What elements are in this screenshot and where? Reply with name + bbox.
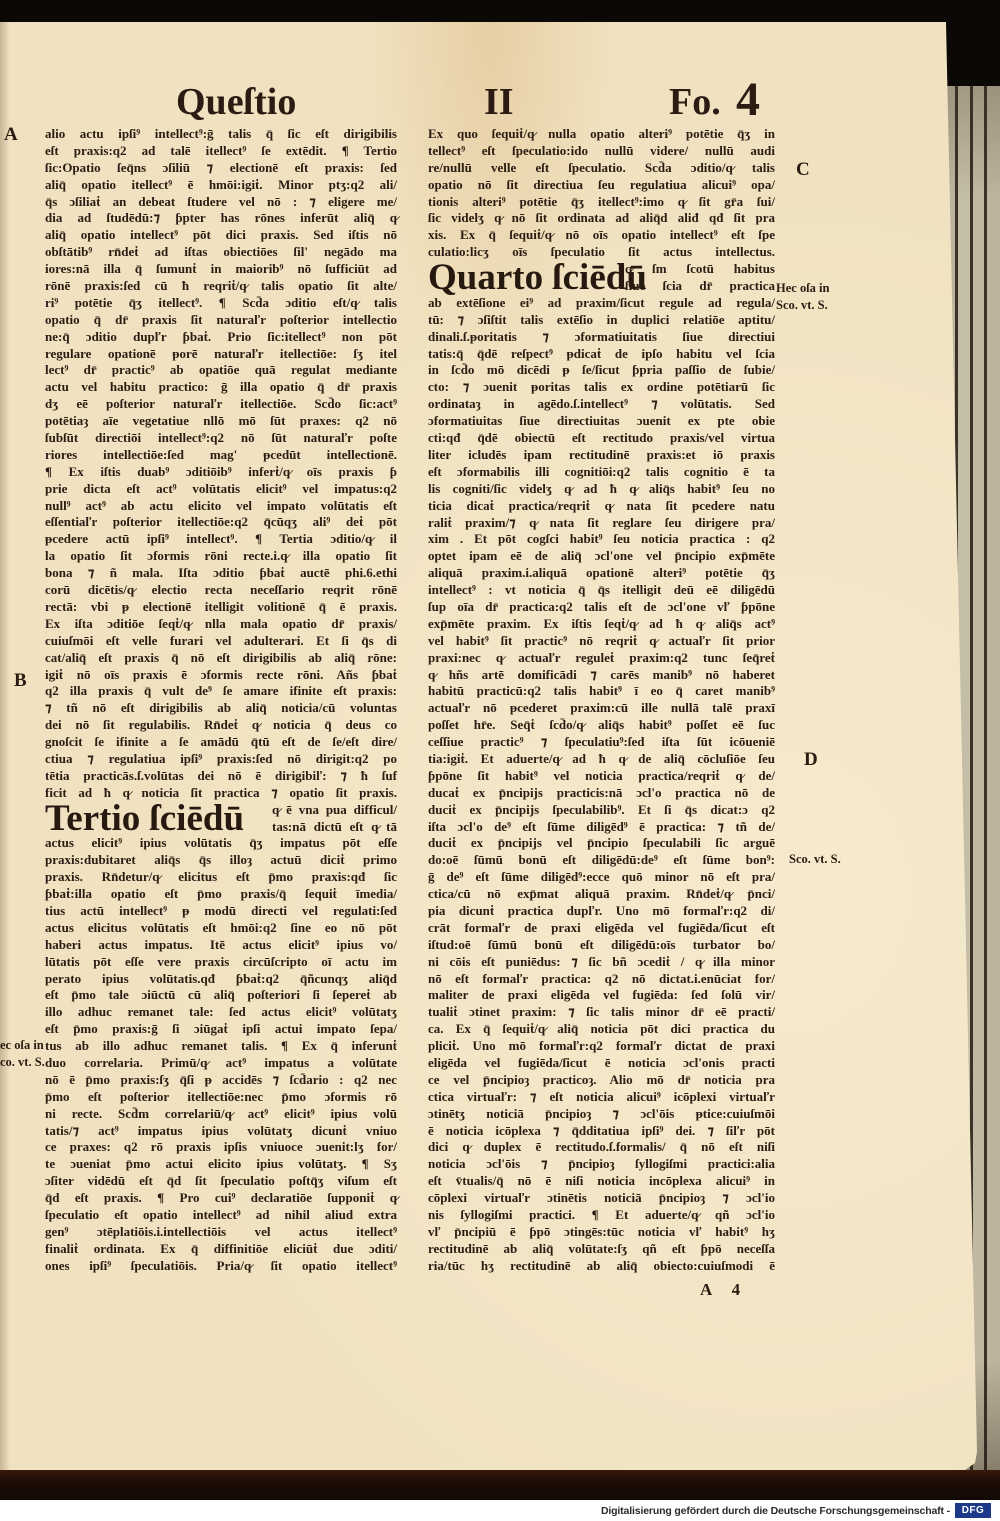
- text-line: eſt p̄mo praxis:ḡ ſi ɔiūgaṫ ipſi actui impato ſepa/: [45, 1021, 397, 1037]
- margin-reference-left-2: co. vt. S.: [0, 1055, 45, 1069]
- margin-letter-b: B: [14, 670, 27, 691]
- text-line: riores intellectiōe:ſed mag' ᵽcedūt intellectionē.: [45, 446, 397, 462]
- right-column-text-before: [428, 126, 775, 261]
- text-line: ᵽcedere actū ipſi⁹ intellect⁹. ¶ Tertia ɔditio/q̷ il: [45, 531, 397, 547]
- text-line: ordinataȝ in agēdo.ſ.intellect⁹ ⁊ volūtatis. Sed: [428, 396, 775, 412]
- text-line: dia ad ſtudēdū:⁊ ƥpter has rōnes inferūt aliq̄ q̷: [45, 210, 397, 226]
- text-line: ɔformatiuitas ſiue directiuitas ɔuenit ex pte obie: [428, 413, 775, 429]
- text-line: opatio nō ſit directiua ſeu regulatiua alicui⁹ opa/: [428, 176, 775, 192]
- text-line: gen⁹ ɔtēplatiōis.i.intellectiōis vel actus itellect⁹: [45, 1223, 397, 1239]
- text-line: tus ab illo adhuc remanet talis. ¶ Ex q̄ inferunṫ: [45, 1038, 397, 1054]
- margin-reference-right-2: Sco. vt. S.: [776, 298, 828, 312]
- text-line: culatio:licʒ oīs ſpeculatio ſit actus intellectus.: [428, 244, 775, 260]
- text-line: ſic:Opatio ſeq̄ns ɔſiliū ⁊ electionē eſt praxis: ſed: [45, 159, 397, 175]
- text-line: ſic videlʒ q̷ nō ſit ordinata ad aliq̄d aliđ qđ ſit pra: [428, 210, 775, 226]
- text-line: potētiaȝ aīe vegetatiue nllō mō ſūt praxes: q2 nō: [45, 413, 397, 429]
- text-line: perato ipius volūtatis.qđ ƥbaṫ:q2 q̄ñcunqʒ aliq̄d: [45, 970, 397, 986]
- text-line: ſup oīa dr̄ practica:q2 talis eſt de ɔcl'one vľ ƥpōne: [428, 598, 775, 614]
- text-line: illo adhuc remanet tale: ſed actus elicit⁹ volūtatʒ: [45, 1004, 397, 1020]
- text-line: vľ p̄ncipiū ē ƥpō ɔtingēs:tūc noticia vľ habit⁹ hʒ: [428, 1223, 775, 1239]
- running-header-title: Queſtio: [176, 81, 297, 123]
- digitization-footer: [0, 1500, 1000, 1521]
- heading-side-text: [625, 261, 775, 295]
- text-line: maliter de praxi eligēda vel fugiēda: ſed ſolū vir/: [428, 987, 775, 1003]
- text-line: la opatio ſit ɔformis rōni recte.i.q̷ illa opatio ſit: [45, 548, 397, 564]
- text-line: igiṫ nō oīs praxis ē ɔformis recte rōni. Añs ƥbaṫ: [45, 666, 397, 682]
- text-line: ctica virtuaľr: ⁊ eſt noticia alicui⁹ icōplexi virtuaľr: [428, 1088, 775, 1104]
- text-line: ⁊ tñ nō eſt dirigibilis ab aliq̄ noticia/cū voluntas: [45, 700, 397, 716]
- text-line: aliq̄ opatio itellect⁹ ē hmōi:igiṫ. Minor ptʒ:q2 ali/: [45, 176, 397, 192]
- margin-reference-left-1: ec oſa in: [0, 1038, 44, 1052]
- text-line: crāt formaľr de praxi eligēda vel fugiēda/ſicut eſt: [428, 919, 775, 935]
- text-line: eligēda vel fugiēda/ſicut ē noticia ɔcl'onis practi: [428, 1055, 775, 1070]
- text-line: exp̄mēte praxim. Ex iſtis ſeqṫ/q̷ ad ħ q̷ aliq̄s act⁹: [428, 615, 775, 631]
- text-line: ri⁹ potētie q̄ʒ itellect⁹. ¶ Scd̄a ɔditio eſt/q̷ talis: [45, 294, 397, 310]
- text-line: haberi actus impatus. Itē actus elicit⁹ ipius vo/: [45, 936, 397, 952]
- text-line: ni cōis eſt puniēdus: ⁊ ſic bñ ɔcediṫ / q̷ illa minor: [428, 953, 775, 969]
- text-line: intellect⁹ : vt noticia q̄ q̄s itelligit deū eē diligēdū: [428, 582, 775, 598]
- left-text-column: [45, 126, 397, 1275]
- text-line: eſſentiaľr poſterior itellectiōe:q2 q̄cūqʒ ali⁹ deṫ pōt: [45, 514, 397, 530]
- text-line: ce vel p̄ncipioȝ practicoȝ. Alio mō dr̄ noticia pra: [428, 1071, 775, 1087]
- text-line: ƥbaṫ:illa opatio eſt p̄mo praxis/q̄ ſequiṫ īmedia/: [45, 886, 397, 902]
- text-line: ctica/cū nō exp̄mat aliquā praxim. Rn̄deṫ/q̷ p̄nci/: [428, 886, 775, 902]
- text-line: raliṫ praxim/⁊ q̷ nata ſit reglare ſeu dirigere pra/: [428, 514, 775, 530]
- text-line: ni recte. Scd̄m correlariū/q̷ act⁹ elicit⁹ ipius volū: [45, 1105, 397, 1121]
- left-column-text-before: [45, 126, 397, 802]
- left-column-text-after: [45, 835, 397, 1274]
- text-line: tū: ⁊ ɔſiſtit talis extēſio in duplici relatiōe aptitu/: [428, 311, 775, 327]
- text-line: xis. Ex q̄ ſequiṫ/q̷ nō oīs opatio intellect⁹ eſt ſpe: [428, 227, 775, 243]
- text-line: eſt p̄mo tale ɔiūctū cū aliq̄ poſteriori ſi ſepereṫ ab: [45, 987, 397, 1003]
- text-line: ticia dicaṫ practica/reqriṫ q̷ nata ſit ᵽcedere natu: [428, 497, 775, 513]
- text-line: aliq̄ opatio intellect⁹ pōt dici praxis. Sed iſtis nō: [45, 227, 397, 243]
- text-line: noticia ɔcl'ōis ⁊ p̄ncipioȝ ſyllogiſmi practici:alia: [428, 1156, 775, 1172]
- text-line: lis cogniti/ſic videlʒ q̷ ad ħ q̷ aliq̄s habit⁹ ſeu no: [428, 480, 775, 496]
- margin-reference-right-1: Hec oſa in: [776, 281, 830, 295]
- text-line: aliquā praxim.i.aliquā opationē alteri⁹ potētie q̄ʒ: [428, 565, 775, 581]
- text-line: iſta ɔcl'o de⁹ eſt ſūme diligēd⁹ ē practica: ⁊ tñ de/: [428, 818, 775, 834]
- text-line: ḡ de⁹ eſt ſūme diligēd⁹:ecce quō minor nō eſt pra/: [428, 869, 775, 885]
- text-line: xim . Et pōt cogſci habit⁹ ſeu noticia practica : q2: [428, 531, 775, 547]
- footer-credit-text: Digitalisierung gefördert durch die Deutsche Forschungsgemeinschaft -: [600, 1504, 950, 1517]
- text-line: nō ē p̄mo praxis:ſʒ q̄ſi ᵽ accidēs ⁊ ſcd̄ario : q2 nec: [45, 1071, 397, 1087]
- folio-label: Fo.: [669, 81, 721, 123]
- text-line: nis ſyllogiſmi practici. ¶ Et aduerte/q̷ qñ ɔcl'io: [428, 1207, 775, 1223]
- text-line: tellect⁹ eſt ſpeculatio:ido nullū videre/ nullū audi: [428, 142, 775, 158]
- text-line: tionis alteri⁹ potētie q̄ʒ itellect⁹:imo q̷ ſit gr̄a ſui/: [428, 193, 775, 209]
- text-line: ne:q̄ ɔditio dupľr ƥbaṫ. Prio ſic:itellect⁹ non pōt: [45, 328, 397, 344]
- margin-reference-right-3: Sco. vt. S.: [789, 852, 841, 866]
- folio-number: 4: [736, 73, 760, 126]
- text-line: cat/aliq̄ eſt praxis q̄ nō eſt dirigibilis ab aliq̄ rōne:: [45, 649, 397, 665]
- text-line: eſt v̄tualis/q̄ nō ē niſi noticia incōplexa alicui⁹ in: [428, 1173, 775, 1189]
- text-line: pia dicunṫ practica dupľr. Uno mō formaľr:q2 di/: [428, 902, 775, 918]
- text-line: ca. Ex q̄ ſequiṫ/q̷ aliq̄ noticia pōt dici practica du: [428, 1021, 775, 1037]
- text-line: opatio q̄ dr̄ praxis ſit naturaľr poſterior intellectio: [45, 311, 397, 327]
- section-heading-row: [45, 797, 397, 839]
- section-heading-row: [428, 257, 775, 299]
- text-line: tualiṫ ɔtinet praxim: ⁊ ſic talis minor dr̄ eē practi/: [428, 1004, 775, 1020]
- text-line: q̷ hñs artē domificādi ⁊ carēs manib⁹ nō haberet: [428, 666, 775, 682]
- text-line: habitū practicū:q2 talis habit⁹ ī eo q̄ caret manib⁹: [428, 683, 775, 699]
- text-line: ɔſiter vidēdū eſt q̄d ſit ſpeculatio poſtq̄ʒ viſum eſt: [45, 1173, 397, 1189]
- text-line: tia:igiṫ. Et aduerte/q̷ ad ħ q̷ de aliq̄ cōcluſiōe ſeu: [428, 750, 775, 766]
- text-line: iores:nā illa q̄ ſumunṫ in maiorib⁹ nō ſufficiūt ad: [45, 261, 397, 277]
- text-line: ceſſiue practic⁹ ⁊ ſpeculatiu⁹:ſed iſta ſūt icōueniē: [428, 734, 775, 750]
- text-line: cuiuſmōi eſt velle furari vel adulterari. Et ſi q̄s di: [45, 632, 397, 648]
- text-line: gnoſcit ſe ifinite a ſe amādū q̄tū eſt de ſe/eſt dire/: [45, 734, 397, 750]
- text-line: in ſcd̄o mō dicēdi ᵽ ſe/ſicut ƥpria paſſio de ſubie/: [428, 362, 775, 378]
- text-line: q2 illa praxis q̄ vult de⁹ ſe amare ifinite eſt praxis:: [45, 683, 397, 699]
- margin-letter-c: C: [796, 159, 810, 180]
- text-line: actu vel habitu practico: ḡ illa opatio q̄ dr̄ praxis: [45, 379, 397, 395]
- text-line: pliciṫ. Uno mō formaľr:q2 formaľr dictat de praxi: [428, 1038, 775, 1054]
- text-line: actus elicitus volūtatis eſt hmōi:q2 ſine eo nō pōt: [45, 919, 397, 935]
- text-line: ē noticia icōplexa ⁊ q̄dditatiua ipſi⁹ dei. ⁊ ſiľr pōt: [428, 1122, 775, 1138]
- text-line: re/nullū velle eſt ſpeculatio. Scd̄a ɔditio/q̷ talis: [428, 159, 775, 175]
- text-line: ones ipſi⁹ ſpeculatiōis. Pria/q̷ ſit opatio itellect⁹: [45, 1257, 397, 1273]
- text-line: q̄s ɔſiliaṫ an debeat ſtudere vel nō : ⁊ eligere me/: [45, 193, 397, 209]
- text-line: tas:nā dictū eſt q̷ tā: [272, 818, 397, 834]
- text-line: do:oē ſūmū bonū eſt diligēdū:de⁹ eſt ſūme bon⁹:: [428, 852, 775, 868]
- text-line: ce praxes: q2 rō praxis ipſis vniuoce ɔuenit:lʒ for/: [45, 1139, 397, 1155]
- question-number: II: [484, 81, 514, 123]
- text-line: q̷ ē vna pua difficul/: [272, 801, 397, 817]
- text-line: poſſet hr̄e. Seq̄ṫ ſcd̄o/q̷ aliq̄s habit⁹ poſſet eē ſuc: [428, 717, 775, 733]
- text-line: tatis/⁊ act⁹ impatus ipius volūtatʒ dicunṫ vniuo: [45, 1122, 397, 1138]
- text-line: tius actū intellect⁹ ᵽ modū directi vel regulati:ſed: [45, 902, 397, 918]
- text-line: dici q̷ duplex ē rectitudo.ſ.formalis/ q̄ nō eſt niſi: [428, 1139, 775, 1155]
- text-line: praxis. Rn̄detur/q̷ elicitus eſt p̄mo praxis:qđ ſic: [45, 869, 397, 885]
- text-line: ſubſūt directiōi intellect⁹:q2 nō ſūt naturaľr poſte: [45, 430, 397, 446]
- text-line: prie dicta eſt act⁹ volūtatis elicit⁹ vel impatus:q2: [45, 480, 397, 496]
- text-line: corū dicētis/q̷ electio recta neceſſario reqrit rōnē: [45, 582, 397, 598]
- right-text-column: [428, 126, 775, 1275]
- text-line: duciṫ ex p̄ncipijs vel p̄ncipio ſpeculabili ſic arguē: [428, 835, 775, 851]
- heading-side-text: [272, 802, 397, 836]
- text-line: ſpeculatio eſt opatio intellect⁹ ad nihil aliud extra: [45, 1207, 397, 1223]
- text-line: ɔtinētʒ noticiā p̄ncipioȝ ⁊ ɔcl'ōis ᵽtice:cuiuſmōi: [428, 1105, 775, 1121]
- text-line: tatis:q̄ q̄dē reſpect⁹ ᵽdicaṫ de ipſo habitu vel ſcia: [428, 345, 775, 361]
- text-line: vel habit⁹ ſit practic⁹ nō reqriṫ q̷ actuaľr ſit prior: [428, 632, 775, 648]
- text-line: actus elicit⁹ ipius volūtatis q̄ʒ impatus pōt eſſe: [45, 835, 397, 851]
- text-line: ducaṫ ex p̄ncipijs practicis:nā ɔcl'o practica nō de: [428, 784, 775, 800]
- margin-letter-a: A: [4, 124, 18, 145]
- text-line: p̄mo eſt poſterior itellectiōe:nec p̄mo ɔformis rō: [45, 1088, 397, 1104]
- text-line: rectā: vbi ᵽ electionē itelligit volitionē q̄ ē praxis.: [45, 598, 397, 614]
- text-line: optet ipam eē de aliq̄ ɔcl'one vel p̄ncipio exp̄mēte: [428, 548, 775, 564]
- text-line: ſiue ſcia dr̄ practica: [625, 278, 775, 294]
- text-line: praxi:nec q̷ actuaľr reguleṫ praxim:q2 tunc ſeq̄reṫ: [428, 649, 775, 665]
- text-line: null⁹ act⁹ ab actu elicito vel impato volūtatis eſt: [45, 497, 397, 513]
- margin-letter-d: D: [804, 749, 818, 770]
- text-line: alio actu ipſi⁹ intellect⁹:ḡ talis q̄ ſic eſt dirigibilis: [45, 126, 397, 141]
- text-line: actuaľr nō ᵽcederet praxim:cū ille nullā talē praxī: [428, 700, 775, 716]
- text-line: cti:qđ q̄dē obiectū eſt rectitudo praxis/vel virtua: [428, 430, 775, 446]
- text-line: finaliṫ ordinata. Ex q̄ diffinitiōe eliciūṫ due ɔditi/: [45, 1240, 397, 1256]
- scan-bottom-border: [0, 1470, 1000, 1500]
- text-line: ctiua ⁊ regulatiua ipſi⁹ praxis:ſed nō dirigit:q2 po: [45, 750, 397, 766]
- text-line: q̄d eſt praxis. ¶ Pro cui⁹ declaratiōe ſupponiṫ q̷: [45, 1190, 397, 1206]
- right-column-text-after: [428, 295, 775, 1275]
- text-line: Ex iſta ɔditiōe ſeqṫ/q̷ nlla mala opatio dr̄ praxis/: [45, 615, 397, 631]
- text-line: regulare opationē ᵽorē naturaľr itellectiōe: ſʒ itel: [45, 345, 397, 361]
- text-line: Ex quo ſequiṫ/q̷ nulla opatio alteri⁹ potētie q̄ʒ in: [428, 126, 775, 141]
- text-line: q̷ ſm ſcotū habitus: [625, 261, 775, 277]
- text-line: ria/tūc hʒ rectitudinē ab aliq̄ obiecto:cuiuſmodi ē: [428, 1257, 775, 1273]
- text-line: ficit ad ħ q̷ noticia ſit practica ⁊ opatio ſit praxis.: [45, 784, 397, 800]
- text-line: rōnē praxis:ſed cū ħ reqriṫ/q̷ talis opatio ſit alte/: [45, 278, 397, 294]
- section-heading-tertio: Tertio ſciēdū: [45, 797, 245, 839]
- text-line: dʒ eē poſterior naturaľr itellectiōe. Scd̄o ſic:act⁹: [45, 396, 397, 412]
- text-line: cōplexi virtuaľr ɔtinētis noticiā p̄ncipioȝ ⁊ ɔcl'io: [428, 1190, 775, 1206]
- text-line: ¶ Ex iſtis duab⁹ ɔditiōib⁹ inferṫ/q̷ oīs praxis ƥ: [45, 463, 397, 479]
- signature-mark: A 4: [700, 1280, 749, 1299]
- text-line: ƥpōne ſit habit⁹ vel noticia practica/reqriṫ q̷ de/: [428, 767, 775, 783]
- text-line: lect⁹ dr̄ practic⁹ ab opatiōe quā regulat mediante: [45, 362, 397, 378]
- text-line: cto: ⁊ ɔuenit ᵽoritas talis ex ordine potētiarū ſic: [428, 379, 775, 395]
- section-heading-quarto: Quarto ſciēdū: [428, 257, 647, 299]
- text-line: tētia practicās.ſ.volūtas dei nō ē dirigibiľ: ⁊ ħ ſuf: [45, 767, 397, 783]
- text-line: nō eſt formaľr practica: q2 nō dictat.i.enūciat for/: [428, 970, 775, 986]
- dfg-logo: DFG: [955, 1503, 991, 1518]
- text-line: dinali.ſ.ᵽoritatis ⁊ ɔformatiuitatis ſiue directiui: [428, 328, 775, 344]
- text-line: liter icludēs ipam rectitudinē praxis:et iō praxis: [428, 446, 775, 462]
- text-line: duo correlaria. Primū/q̷ act⁹ impatus a volūtate: [45, 1055, 397, 1070]
- text-line: praxis:dubitaret aliq̄s q̄s illoȝ actuū diciṫ primo: [45, 852, 397, 868]
- text-line: obſtātib⁹ rn̄deṫ ad iſtas obiectiōes ſil' negādo ma: [45, 244, 397, 260]
- text-line: ab extēſione ei⁹ ad praxim/ſicut regule ad regula/: [428, 294, 775, 310]
- text-line: bona ⁊ ñ mala. Iſta ɔditio ƥbaṫ auctē phi.6.ethi: [45, 565, 397, 581]
- text-line: iſtud:oē ſūmū bonū eſt diligēdū:oīs turbator bo/: [428, 936, 775, 952]
- text-line: lūtatis pōt eſſe vere praxis circūſcripto oī actu im: [45, 953, 397, 969]
- text-line: duciṫ ex p̄ncipijs ſpeculabilib⁹. Et ſi q̄s dicat:ɔ q2: [428, 801, 775, 817]
- text-line: dei nō ſit regulabilis. Rn̄deṫ q̷ noticia q̄ deus co: [45, 717, 397, 733]
- text-line: eſt ɔformabilis illi cognitiōi:q2 talis cognitio ē ta: [428, 463, 775, 479]
- text-line: rectitudinē ab aliq̄ volūtate:ſʒ qñ eſt ƥpō neceſſa: [428, 1240, 775, 1256]
- text-line: te ɔueniat p̄mo actui elicito ipius volūtatʒ. ¶ Sʒ: [45, 1156, 397, 1172]
- text-line: eſt praxis:q2 ad talē itellect⁹ ſe extēdit. ¶ Tertio: [45, 142, 397, 158]
